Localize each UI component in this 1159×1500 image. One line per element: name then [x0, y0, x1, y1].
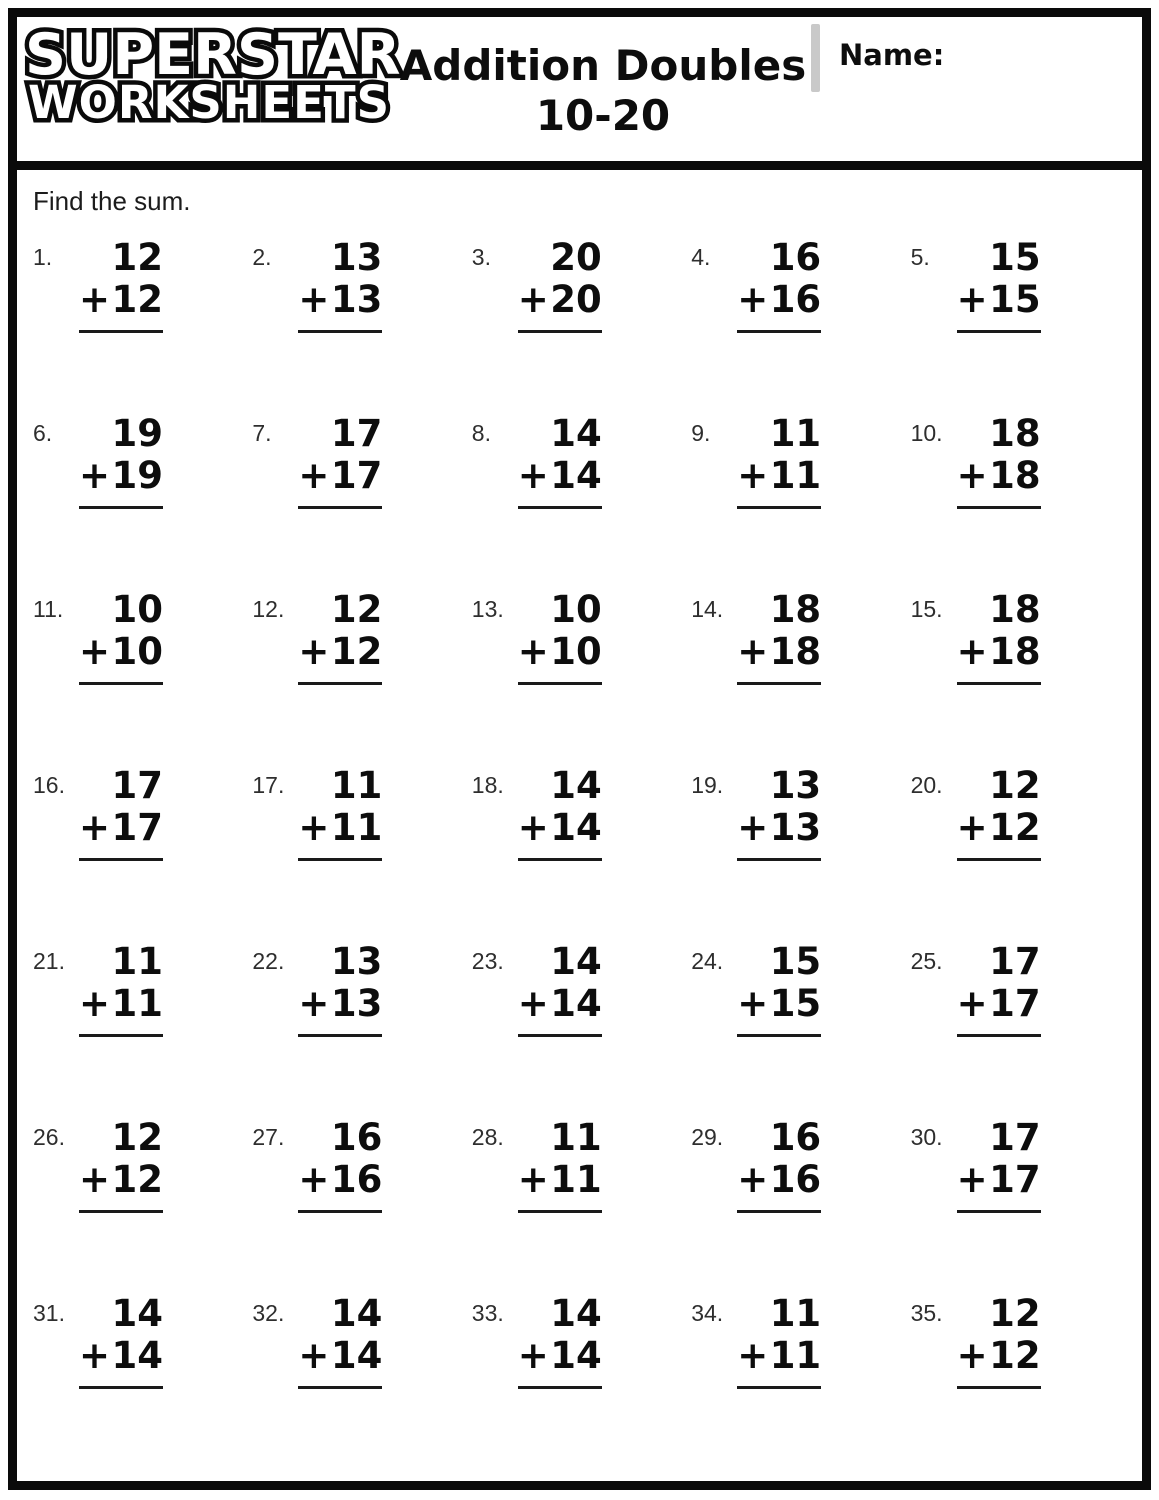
bottom-operand: 10	[111, 629, 163, 673]
top-operand: 14	[111, 1292, 163, 1335]
plus-operator: +	[298, 277, 330, 321]
problem-number: 9.	[691, 420, 711, 446]
problem-cell	[911, 399, 1130, 575]
title-line-1: Addition Doubles	[399, 41, 807, 90]
problem-cell	[33, 927, 252, 1103]
plus-operator: +	[737, 1157, 769, 1201]
problem-cell	[252, 751, 471, 927]
title-line-2: 10-20	[535, 90, 671, 140]
top-operand: 20	[550, 236, 602, 279]
problem-stack	[79, 941, 163, 1037]
bottom-operand: 10	[550, 629, 602, 673]
problem-stack	[298, 413, 382, 509]
answer-line	[957, 1210, 1041, 1213]
plus-operator: +	[79, 277, 111, 321]
answer-line	[957, 1034, 1041, 1037]
problem-stack	[737, 589, 821, 685]
problem-stack	[957, 941, 1041, 1037]
plus-operator: +	[79, 805, 111, 849]
top-operand: 13	[330, 236, 383, 279]
problem-number: 10.	[910, 420, 943, 446]
answer-line	[298, 330, 382, 333]
problem-number: 1.	[33, 244, 53, 270]
bottom-operand: 11	[330, 805, 383, 849]
problem-stack	[957, 237, 1041, 333]
problem-cell	[252, 575, 471, 751]
bottom-operand: 18	[989, 453, 1041, 497]
plus-operator: +	[298, 805, 330, 849]
top-operand: 14	[550, 1292, 602, 1335]
problem-cell	[691, 223, 910, 399]
problem-number: 12.	[252, 596, 285, 622]
top-operand: 10	[550, 588, 602, 631]
logo-line-2: WORKSHEETS	[27, 76, 391, 129]
problem-stack	[79, 765, 163, 861]
top-operand: 14	[550, 412, 602, 455]
answer-line	[298, 1386, 382, 1389]
bottom-operand: 13	[330, 277, 383, 321]
problem-cell	[33, 1279, 252, 1455]
problem-number: 13.	[471, 596, 504, 622]
problem-cell	[472, 1279, 691, 1455]
problem-number: 34.	[691, 1300, 724, 1326]
top-operand: 11	[769, 412, 822, 455]
plus-operator: +	[517, 805, 549, 849]
top-operand: 11	[550, 1116, 602, 1159]
problem-stack	[298, 237, 382, 333]
problem-number: 33.	[471, 1300, 504, 1326]
answer-line	[957, 858, 1041, 861]
plus-operator: +	[298, 453, 330, 497]
answer-line	[298, 1210, 382, 1213]
problem-number: 26.	[33, 1124, 65, 1150]
problem-number: 24.	[691, 948, 724, 974]
bottom-operand: 14	[550, 805, 602, 849]
top-operand: 11	[330, 764, 383, 807]
problem-cell	[252, 1103, 471, 1279]
problem-stack	[957, 589, 1041, 685]
top-operand: 12	[111, 1116, 163, 1159]
problem-number: 15.	[910, 596, 943, 622]
bottom-operand: 16	[769, 277, 822, 321]
problem-cell	[472, 927, 691, 1103]
problem-number: 3.	[471, 244, 491, 270]
problem-cell	[252, 927, 471, 1103]
bottom-operand: 11	[111, 981, 163, 1025]
bottom-operand: 20	[550, 277, 602, 321]
top-operand: 14	[550, 764, 602, 807]
problems-section	[17, 170, 1142, 1455]
answer-line	[737, 506, 821, 509]
plus-operator: +	[956, 1333, 988, 1377]
plus-operator: +	[517, 453, 549, 497]
answer-line	[518, 858, 602, 861]
answer-line	[518, 1210, 602, 1213]
plus-operator: +	[79, 1157, 111, 1201]
problem-cell	[911, 927, 1130, 1103]
bottom-operand: 11	[769, 453, 822, 497]
plus-operator: +	[517, 1333, 549, 1377]
problems-grid	[33, 223, 1130, 1455]
top-operand: 14	[550, 940, 602, 983]
problem-cell	[911, 1279, 1130, 1455]
plus-operator: +	[737, 1333, 769, 1377]
plus-operator: +	[517, 981, 549, 1025]
problem-number: 14.	[691, 596, 724, 622]
problem-cell	[33, 399, 252, 575]
problem-stack	[518, 1293, 602, 1389]
plus-operator: +	[737, 805, 769, 849]
problem-stack	[79, 1117, 163, 1213]
problem-cell	[911, 751, 1130, 927]
answer-line	[737, 1386, 821, 1389]
bottom-operand: 14	[111, 1333, 163, 1377]
problem-number: 23.	[471, 948, 504, 974]
plus-operator: +	[517, 629, 549, 673]
top-operand: 13	[769, 764, 822, 807]
answer-line	[79, 682, 163, 685]
problem-stack	[298, 1117, 382, 1213]
plus-operator: +	[517, 277, 549, 321]
top-operand: 18	[769, 588, 822, 631]
bottom-operand: 12	[111, 277, 163, 321]
answer-line	[737, 682, 821, 685]
top-operand: 18	[989, 412, 1041, 455]
bottom-operand: 14	[330, 1333, 383, 1377]
top-operand: 12	[111, 236, 163, 279]
answer-line	[79, 330, 163, 333]
top-operand: 19	[111, 412, 163, 455]
plus-operator: +	[79, 629, 111, 673]
superstar-worksheets-logo	[25, 22, 401, 129]
bottom-operand: 13	[769, 805, 822, 849]
problem-cell	[911, 1103, 1130, 1279]
answer-line	[518, 1386, 602, 1389]
plus-operator: +	[79, 981, 111, 1025]
answer-line	[298, 682, 382, 685]
plus-operator: +	[737, 981, 769, 1025]
worksheet-page	[8, 8, 1151, 1490]
plus-operator: +	[737, 453, 769, 497]
top-operand: 17	[330, 412, 383, 455]
problem-stack	[518, 589, 602, 685]
bottom-operand: 14	[550, 1333, 602, 1377]
plus-operator: +	[956, 453, 988, 497]
plus-operator: +	[956, 277, 988, 321]
problem-number: 25.	[910, 948, 943, 974]
bottom-operand: 17	[989, 1157, 1041, 1201]
answer-line	[737, 1034, 821, 1037]
problem-cell	[691, 927, 910, 1103]
problem-number: 32.	[252, 1300, 285, 1326]
problem-stack	[957, 765, 1041, 861]
problem-number: 27.	[252, 1124, 285, 1150]
answer-line	[79, 1386, 163, 1389]
problem-number: 4.	[691, 244, 711, 270]
plus-operator: +	[298, 1157, 330, 1201]
problem-number: 11.	[33, 596, 64, 622]
problem-cell	[33, 223, 252, 399]
problem-stack	[737, 237, 821, 333]
problem-number: 31.	[33, 1300, 65, 1326]
plus-operator: +	[79, 453, 111, 497]
problem-stack	[957, 1117, 1041, 1213]
answer-line	[957, 682, 1041, 685]
top-operand: 18	[989, 588, 1041, 631]
problem-stack	[518, 765, 602, 861]
top-operand: 12	[989, 1292, 1041, 1335]
problem-number: 16.	[33, 772, 65, 798]
problem-number: 35.	[910, 1300, 943, 1326]
answer-line	[298, 506, 382, 509]
answer-line	[737, 1210, 821, 1213]
problem-number: 28.	[471, 1124, 504, 1150]
problem-stack	[518, 1117, 602, 1213]
problem-stack	[79, 413, 163, 509]
top-operand: 14	[330, 1292, 383, 1335]
answer-line	[957, 330, 1041, 333]
bottom-operand: 12	[989, 1333, 1041, 1377]
problem-number: 5.	[910, 244, 930, 270]
worksheet-header	[17, 17, 1142, 170]
problem-number: 21.	[33, 948, 65, 974]
problem-cell	[691, 751, 910, 927]
problem-number: 8.	[471, 420, 491, 446]
top-operand: 17	[989, 1116, 1041, 1159]
problem-cell	[691, 399, 910, 575]
name-label: Name:	[839, 38, 945, 72]
problem-stack	[737, 1117, 821, 1213]
bottom-operand: 15	[989, 277, 1041, 321]
answer-line	[518, 506, 602, 509]
problem-stack	[957, 413, 1041, 509]
instructions-text: Find the sum.	[33, 186, 191, 216]
bottom-operand: 13	[330, 981, 383, 1025]
problem-cell	[252, 1279, 471, 1455]
problem-number: 7.	[252, 420, 272, 446]
problem-cell	[911, 575, 1130, 751]
problem-number: 2.	[252, 244, 272, 270]
answer-line	[957, 1386, 1041, 1389]
problem-stack	[298, 941, 382, 1037]
plus-operator: +	[956, 805, 988, 849]
problem-stack	[79, 589, 163, 685]
problem-cell	[33, 751, 252, 927]
problem-cell	[472, 399, 691, 575]
problem-cell	[252, 223, 471, 399]
top-operand: 16	[769, 1116, 822, 1159]
top-operand: 13	[330, 940, 383, 983]
name-divider-bar	[811, 24, 820, 92]
bottom-operand: 11	[769, 1333, 822, 1377]
problem-number: 29.	[691, 1124, 724, 1150]
problem-cell	[911, 223, 1130, 399]
problem-stack	[518, 413, 602, 509]
top-operand: 12	[989, 764, 1041, 807]
problem-cell	[472, 1103, 691, 1279]
problem-cell	[33, 575, 252, 751]
bottom-operand: 17	[111, 805, 163, 849]
answer-line	[737, 330, 821, 333]
problem-stack	[737, 1293, 821, 1389]
answer-line	[79, 1034, 163, 1037]
problem-cell	[252, 399, 471, 575]
bottom-operand: 12	[111, 1157, 163, 1201]
top-operand: 10	[111, 588, 163, 631]
top-operand: 17	[989, 940, 1041, 983]
problem-stack	[737, 765, 821, 861]
bottom-operand: 18	[989, 629, 1041, 673]
answer-line	[298, 858, 382, 861]
problem-stack	[79, 237, 163, 333]
problem-stack	[79, 1293, 163, 1389]
problem-number: 18.	[471, 772, 504, 798]
plus-operator: +	[298, 981, 330, 1025]
problem-cell	[33, 1103, 252, 1279]
problem-cell	[691, 1279, 910, 1455]
plus-operator: +	[517, 1157, 549, 1201]
bottom-operand: 17	[989, 981, 1041, 1025]
worksheet-title	[393, 41, 813, 140]
plus-operator: +	[956, 1157, 988, 1201]
top-operand: 16	[330, 1116, 383, 1159]
answer-line	[957, 506, 1041, 509]
problem-number: 22.	[252, 948, 285, 974]
problem-number: 20.	[910, 772, 943, 798]
bottom-operand: 12	[989, 805, 1041, 849]
top-operand: 15	[769, 940, 822, 983]
top-operand: 11	[111, 940, 163, 983]
bottom-operand: 17	[330, 453, 383, 497]
answer-line	[518, 1034, 602, 1037]
problem-stack	[737, 941, 821, 1037]
answer-line	[737, 858, 821, 861]
bottom-operand: 15	[769, 981, 822, 1025]
bottom-operand: 11	[550, 1157, 602, 1201]
plus-operator: +	[298, 1333, 330, 1377]
problem-cell	[472, 223, 691, 399]
answer-line	[298, 1034, 382, 1037]
answer-line	[518, 330, 602, 333]
bottom-operand: 18	[769, 629, 822, 673]
answer-line	[79, 506, 163, 509]
bottom-operand: 14	[550, 981, 602, 1025]
problem-stack	[518, 941, 602, 1037]
plus-operator: +	[956, 981, 988, 1025]
answer-line	[518, 682, 602, 685]
plus-operator: +	[737, 629, 769, 673]
top-operand: 12	[330, 588, 383, 631]
problem-cell	[472, 575, 691, 751]
problem-stack	[737, 413, 821, 509]
plus-operator: +	[956, 629, 988, 673]
bottom-operand: 16	[769, 1157, 822, 1201]
problem-number: 19.	[691, 772, 724, 798]
bottom-operand: 12	[330, 629, 383, 673]
top-operand: 15	[989, 236, 1041, 279]
problem-stack	[957, 1293, 1041, 1389]
top-operand: 16	[769, 236, 822, 279]
problem-number: 30.	[910, 1124, 943, 1150]
problem-cell	[691, 1103, 910, 1279]
problem-cell	[472, 751, 691, 927]
problem-number: 6.	[33, 420, 53, 446]
answer-line	[79, 1210, 163, 1213]
plus-operator: +	[737, 277, 769, 321]
top-operand: 11	[769, 1292, 822, 1335]
problem-stack	[518, 237, 602, 333]
plus-operator: +	[298, 629, 330, 673]
problem-number: 17.	[252, 772, 285, 798]
bottom-operand: 14	[550, 453, 602, 497]
problem-stack	[298, 1293, 382, 1389]
plus-operator: +	[79, 1333, 111, 1377]
top-operand: 17	[111, 764, 163, 807]
logo-line-1: SUPERSTAR	[25, 22, 401, 88]
problem-stack	[298, 589, 382, 685]
bottom-operand: 16	[330, 1157, 383, 1201]
problem-cell	[691, 575, 910, 751]
bottom-operand: 19	[111, 453, 163, 497]
answer-line	[79, 858, 163, 861]
problem-stack	[298, 765, 382, 861]
